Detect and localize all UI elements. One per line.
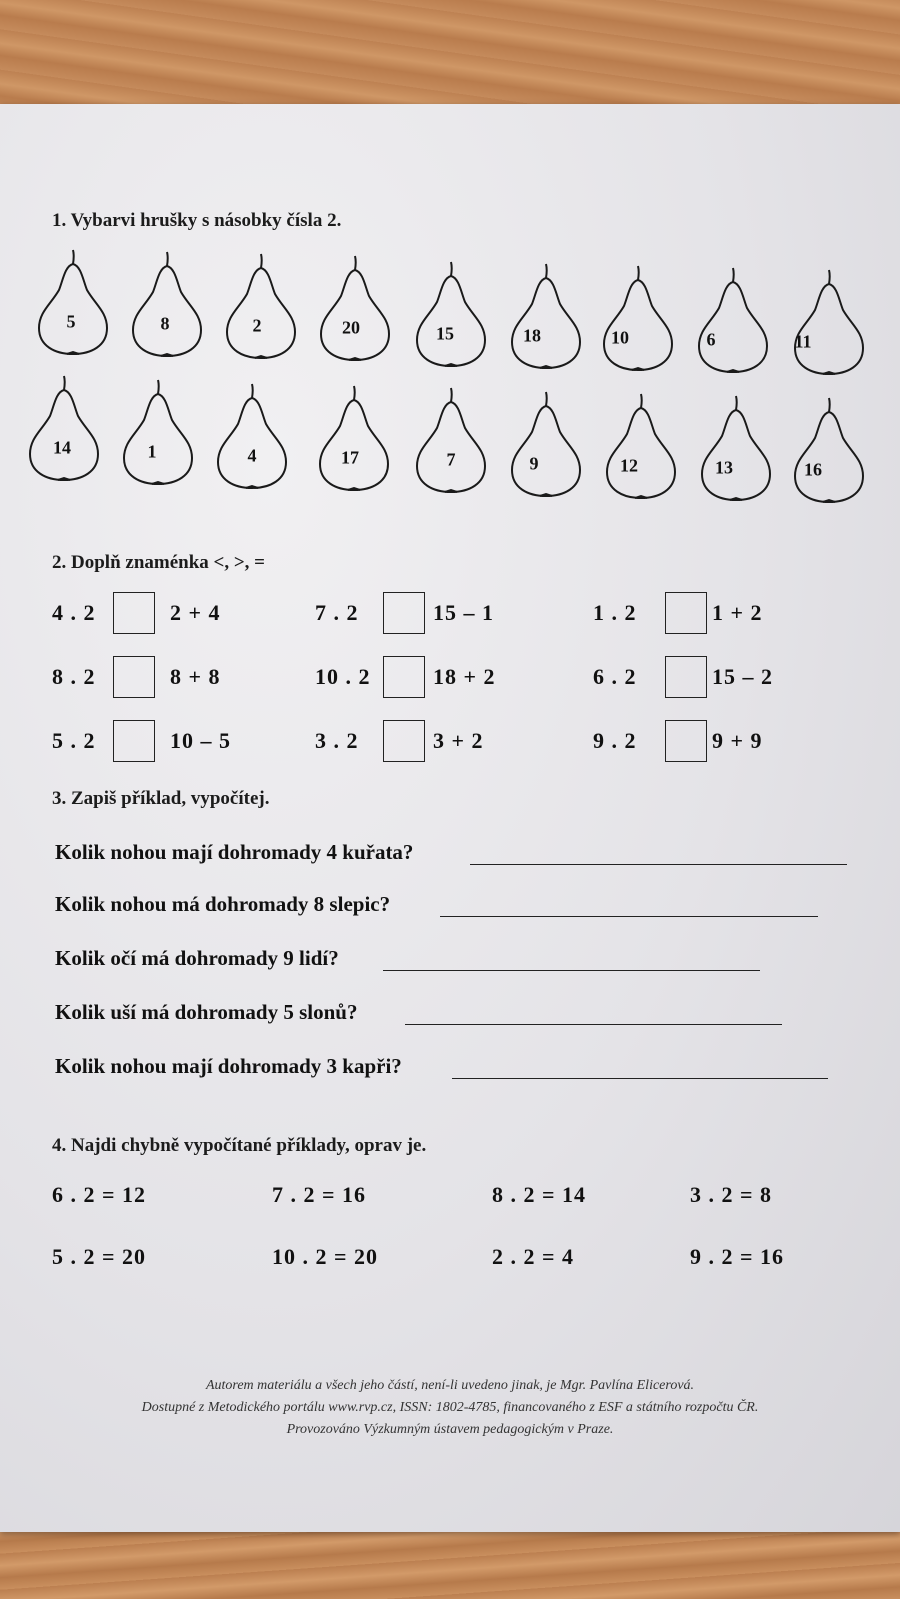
comparison-right: 9 + 9 bbox=[712, 728, 763, 753]
pear-outline bbox=[699, 268, 767, 372]
pear-number: 11 bbox=[794, 331, 812, 352]
comparison-right: 8 + 8 bbox=[170, 664, 221, 689]
comparison-left: 5 . 2 bbox=[52, 728, 96, 753]
pear-outline bbox=[30, 376, 98, 480]
comparison-answer-box[interactable] bbox=[113, 720, 155, 762]
pear-outline bbox=[702, 396, 770, 500]
equation-item: 8 . 2 = 14 bbox=[492, 1182, 587, 1207]
comparison-answer-box[interactable] bbox=[383, 592, 425, 634]
footer-operator: Provozováno Výzkumným ústavem pedagogickým v Praze. bbox=[286, 1422, 614, 1437]
pear-number: 4 bbox=[247, 445, 257, 466]
pear-outline bbox=[512, 392, 580, 496]
equation-item: 9 . 2 = 16 bbox=[690, 1244, 785, 1269]
comparison-answer-box[interactable] bbox=[665, 656, 707, 698]
word-problem-question: Kolik nohou mají dohromady 4 kuřata? bbox=[55, 840, 414, 864]
comparison-right: 1 + 2 bbox=[712, 600, 763, 625]
pear-outline bbox=[124, 380, 192, 484]
pear-number: 13 bbox=[715, 457, 733, 478]
pear-outline bbox=[218, 384, 286, 488]
comparison-right: 3 + 2 bbox=[433, 728, 484, 753]
pear-number: 17 bbox=[341, 447, 359, 468]
pear-number: 20 bbox=[342, 317, 360, 338]
pear-number: 1 bbox=[147, 441, 157, 462]
pear-outline bbox=[39, 250, 107, 354]
answer-line[interactable] bbox=[405, 1024, 782, 1025]
pear-outline bbox=[795, 398, 863, 502]
pear-number: 10 bbox=[611, 327, 629, 348]
comparison-answer-box[interactable] bbox=[383, 720, 425, 762]
comparison-right: 15 – 1 bbox=[433, 600, 494, 625]
pear-number: 7 bbox=[446, 449, 456, 470]
equation-item: 7 . 2 = 16 bbox=[272, 1182, 367, 1207]
word-problem-question: Kolik očí má dohromady 9 lidí? bbox=[55, 946, 339, 970]
equation-item: 6 . 2 = 12 bbox=[52, 1182, 147, 1207]
comparison-left: 1 . 2 bbox=[593, 600, 637, 625]
pear-number: 14 bbox=[53, 437, 71, 458]
comparison-right: 10 – 5 bbox=[170, 728, 231, 753]
comparison-left: 10 . 2 bbox=[315, 664, 371, 689]
word-problem-question: Kolik uší má dohromady 5 slonů? bbox=[55, 1000, 358, 1024]
comparison-answer-box[interactable] bbox=[665, 720, 707, 762]
comparison-right: 2 + 4 bbox=[170, 600, 221, 625]
answer-line[interactable] bbox=[470, 864, 847, 865]
word-problem-question: Kolik nohou má dohromady 8 slepic? bbox=[55, 892, 391, 916]
pear-outline bbox=[512, 264, 580, 368]
answer-line[interactable] bbox=[440, 916, 818, 917]
pear-outline bbox=[607, 394, 675, 498]
comparison-answer-box[interactable] bbox=[113, 656, 155, 698]
task1-title: 1. Vybarvi hrušky s násobky čísla 2. bbox=[52, 210, 342, 231]
pear-number: 2 bbox=[252, 315, 262, 336]
comparison-answer-box[interactable] bbox=[665, 592, 707, 634]
comparison-answer-box[interactable] bbox=[383, 656, 425, 698]
footer-author: Autorem materiálu a všech jeho částí, není-li uvedeno jinak, je Mgr. Pavlína Elicerová. bbox=[205, 1378, 695, 1393]
pear-number: 8 bbox=[160, 313, 170, 334]
answer-line[interactable] bbox=[383, 970, 760, 971]
comparison-left: 3 . 2 bbox=[315, 728, 359, 753]
answer-line[interactable] bbox=[452, 1078, 828, 1079]
pear-number: 15 bbox=[436, 323, 454, 344]
comparison-left: 6 . 2 bbox=[593, 664, 637, 689]
pear-outline bbox=[417, 262, 485, 366]
equation-item: 2 . 2 = 4 bbox=[492, 1244, 575, 1269]
comparison-right: 15 – 2 bbox=[712, 664, 773, 689]
pear-number: 18 bbox=[523, 325, 541, 346]
pear-number: 5 bbox=[66, 311, 76, 332]
footer-source: Dostupné z Metodického portálu www.rvp.cz, ISSN: 1802-4785, financovaného z ESF a státního rozpočtu ČR. bbox=[141, 1400, 759, 1415]
pear-outline bbox=[417, 388, 485, 492]
pear-outline bbox=[227, 254, 295, 358]
task3-title: 3. Zapiš příklad, vypočítej. bbox=[52, 788, 270, 809]
comparison-left: 7 . 2 bbox=[315, 600, 359, 625]
equation-item: 3 . 2 = 8 bbox=[690, 1182, 773, 1207]
comparison-right: 18 + 2 bbox=[433, 664, 496, 689]
equation-item: 5 . 2 = 20 bbox=[52, 1244, 147, 1269]
comparison-left: 8 . 2 bbox=[52, 664, 96, 689]
word-problem-question: Kolik nohou mají dohromady 3 kapři? bbox=[55, 1054, 402, 1078]
comparison-answer-box[interactable] bbox=[113, 592, 155, 634]
pear-outline bbox=[320, 386, 388, 490]
comparison-left: 9 . 2 bbox=[593, 728, 637, 753]
equation-item: 10 . 2 = 20 bbox=[272, 1244, 379, 1269]
task2-title: 2. Doplň znaménka <, >, = bbox=[52, 552, 266, 573]
pear-number: 12 bbox=[620, 455, 638, 476]
pear-number: 9 bbox=[529, 453, 539, 474]
comparison-left: 4 . 2 bbox=[52, 600, 96, 625]
pear-outline bbox=[795, 270, 863, 374]
pear-number: 6 bbox=[706, 329, 716, 350]
pear-number: 16 bbox=[804, 459, 822, 480]
task4-title: 4. Najdi chybně vypočítané příklady, oprav je. bbox=[52, 1135, 427, 1156]
pear-outline bbox=[604, 266, 672, 370]
pear-outline bbox=[321, 256, 389, 360]
pear-outline bbox=[133, 252, 201, 356]
